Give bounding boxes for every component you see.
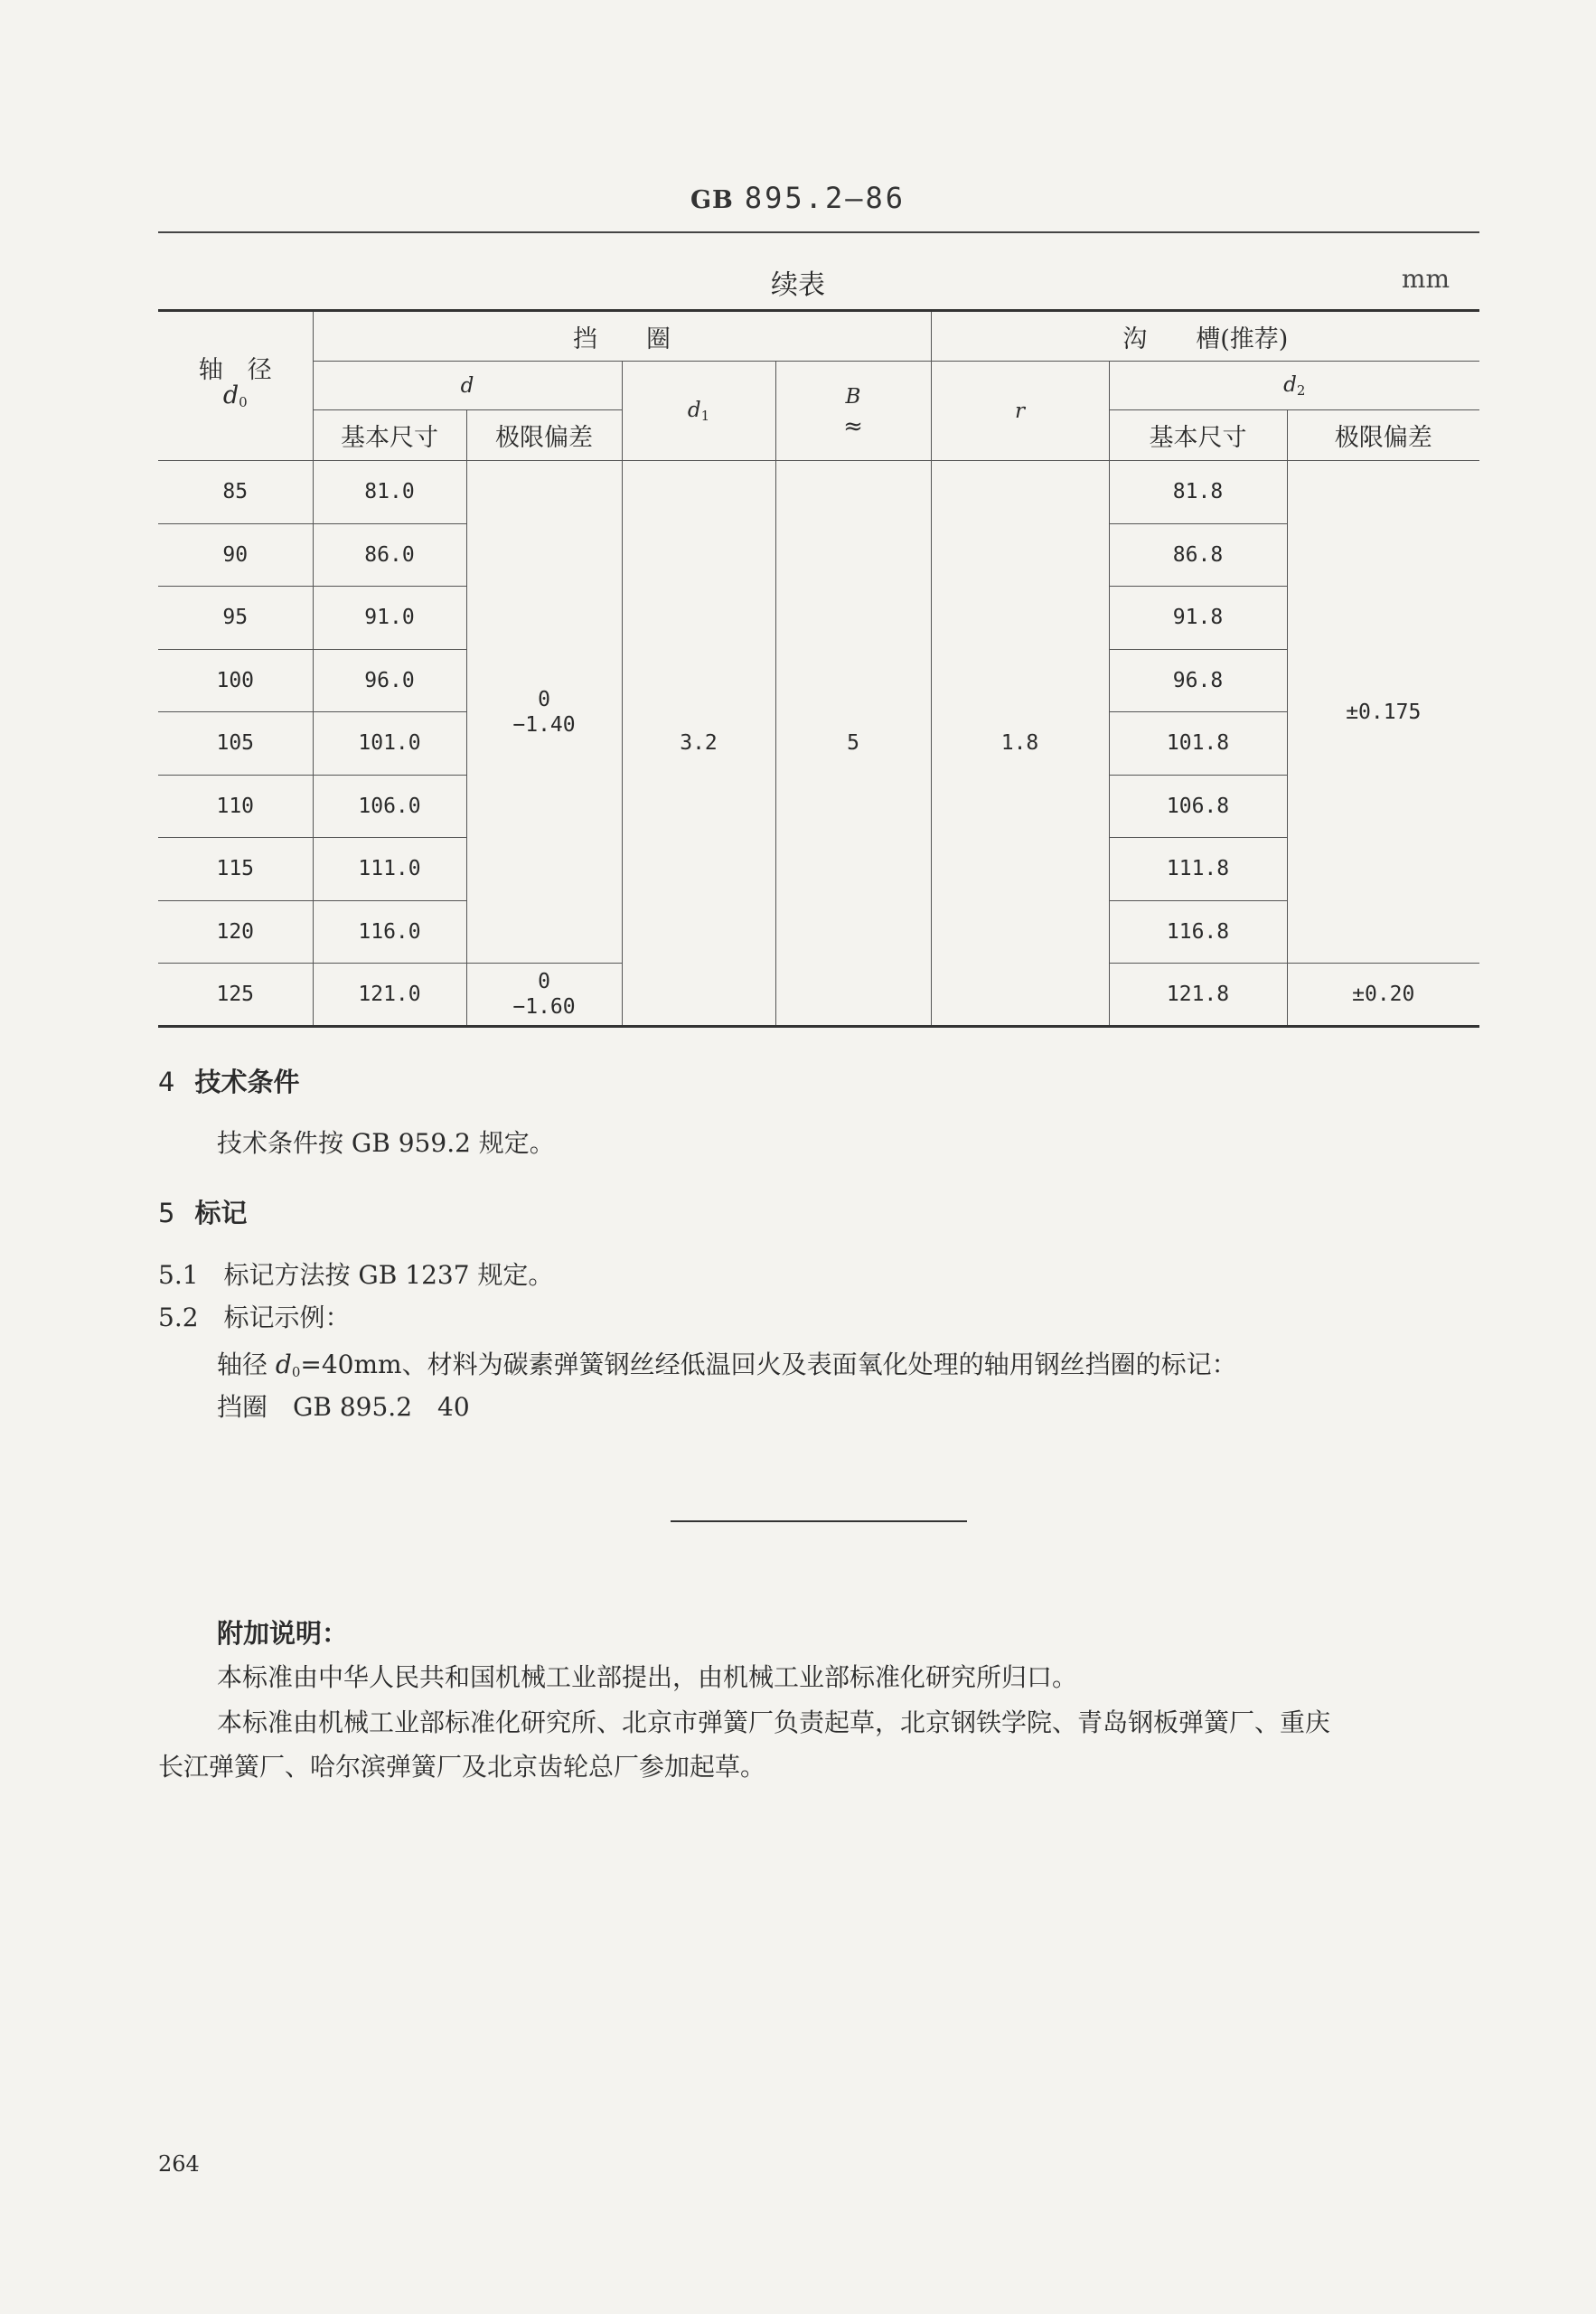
section-4-heading: 4 技术条件 bbox=[158, 1067, 300, 1097]
d2-basic-cell: 96.8 bbox=[1109, 649, 1287, 712]
d2-basic-cell: 121.8 bbox=[1109, 964, 1287, 1027]
d2-basic-cell: 91.8 bbox=[1109, 587, 1287, 650]
shaft-diameter-cell: 105 bbox=[158, 712, 313, 776]
d2-tolerance-cell: ±0.175 bbox=[1287, 461, 1479, 964]
d2-tolerance-cell: ±0.20 bbox=[1287, 964, 1479, 1027]
d2-basic-cell: 111.8 bbox=[1109, 838, 1287, 901]
dimension-table bbox=[158, 309, 1479, 1028]
d2-basic-cell: 116.8 bbox=[1109, 900, 1287, 964]
d-tolerance-cell: 0 −1.60 bbox=[466, 964, 622, 1027]
d-basic-size-header: 基本尺寸 bbox=[313, 410, 466, 461]
d2-basic-cell: 81.8 bbox=[1109, 461, 1287, 524]
shaft-diameter-cell: 100 bbox=[158, 649, 313, 712]
d2-basic-cell: 101.8 bbox=[1109, 712, 1287, 776]
d-basic-cell: 96.0 bbox=[313, 649, 466, 712]
additional-notes-line-1: 本标准由中华人民共和国机械工业部提出，由机械工业部标准化研究所归口。 bbox=[217, 1662, 1078, 1692]
additional-notes-line-2: 本标准由机械工业部标准化研究所、北京市弹簧厂负责起草，北京钢铁学院、青岛钢板弹簧厂、重庆 bbox=[217, 1707, 1331, 1737]
d-basic-cell: 86.0 bbox=[313, 523, 466, 587]
section-5-1-text: 5.1 标记方法按 GB 1237 规定。 bbox=[158, 1260, 554, 1290]
d2-basic-cell: 86.8 bbox=[1109, 523, 1287, 587]
d-basic-cell: 116.0 bbox=[313, 900, 466, 964]
shaft-diameter-header: 轴 径 $d_0$ bbox=[158, 311, 313, 461]
b-header: B ≈ bbox=[775, 362, 931, 461]
d2-basic-size-header: 基本尺寸 bbox=[1109, 410, 1287, 461]
section-4-text: 技术条件按 GB 959.2 规定。 bbox=[217, 1128, 555, 1158]
table-row bbox=[158, 461, 1479, 524]
table-unit: mm bbox=[1401, 264, 1450, 294]
standard-prefix: GB bbox=[690, 186, 734, 214]
groove-group-header: 沟 槽(推荐) bbox=[931, 311, 1479, 362]
d-basic-cell: 106.0 bbox=[313, 775, 466, 838]
d-basic-cell: 81.0 bbox=[313, 461, 466, 524]
shaft-diameter-cell: 115 bbox=[158, 838, 313, 901]
d2-tolerance-header: 极限偏差 bbox=[1287, 410, 1479, 461]
header-rule bbox=[158, 231, 1479, 233]
d2-basic-cell: 106.8 bbox=[1109, 775, 1287, 838]
d1-value-cell: 3.2 bbox=[622, 461, 775, 1027]
shaft-diameter-cell: 120 bbox=[158, 900, 313, 964]
table-caption: 续表 bbox=[771, 269, 825, 301]
d-tolerance-header: 极限偏差 bbox=[466, 410, 622, 461]
d1-header: $d_1$ bbox=[622, 362, 775, 461]
marking-example-description: 轴径 $d_0=40mm$、材料为碳素弹簧钢丝经低温回火及表面氧化处理的轴用钢丝挡圈的标记： bbox=[217, 1350, 1237, 1380]
standard-code: 895.2—86 bbox=[744, 181, 906, 215]
marking-example-designation: 挡圈 GB 895.2 40 bbox=[217, 1392, 470, 1422]
section-5-2-text: 5.2 标记示例： bbox=[158, 1303, 351, 1332]
page-number: 264 bbox=[158, 2151, 200, 2177]
d2-header: $d_2$ bbox=[1109, 362, 1479, 410]
d-header: d bbox=[313, 362, 622, 410]
d-tolerance-cell: 0 −1.40 bbox=[466, 461, 622, 964]
additional-notes-title: 附加说明： bbox=[217, 1618, 349, 1649]
b-value-cell: 5 bbox=[775, 461, 931, 1027]
r-header: r bbox=[931, 362, 1109, 461]
d-basic-cell: 101.0 bbox=[313, 712, 466, 776]
shaft-diameter-cell: 125 bbox=[158, 964, 313, 1027]
d-basic-cell: 91.0 bbox=[313, 587, 466, 650]
standard-header bbox=[0, 181, 1596, 215]
d-basic-cell: 121.0 bbox=[313, 964, 466, 1027]
d-basic-cell: 111.0 bbox=[313, 838, 466, 901]
additional-notes-line-3: 长江弹簧厂、哈尔滨弹簧厂及北京齿轮总厂参加起草。 bbox=[158, 1752, 766, 1782]
section-5-heading: 5 标记 bbox=[158, 1198, 248, 1228]
shaft-diameter-cell: 85 bbox=[158, 461, 313, 524]
end-rule bbox=[671, 1520, 967, 1522]
shaft-diameter-cell: 95 bbox=[158, 587, 313, 650]
shaft-diameter-cell: 90 bbox=[158, 523, 313, 587]
shaft-diameter-cell: 110 bbox=[158, 775, 313, 838]
r-value-cell: 1.8 bbox=[931, 461, 1109, 1027]
retaining-ring-group-header: 挡 圈 bbox=[313, 311, 931, 362]
